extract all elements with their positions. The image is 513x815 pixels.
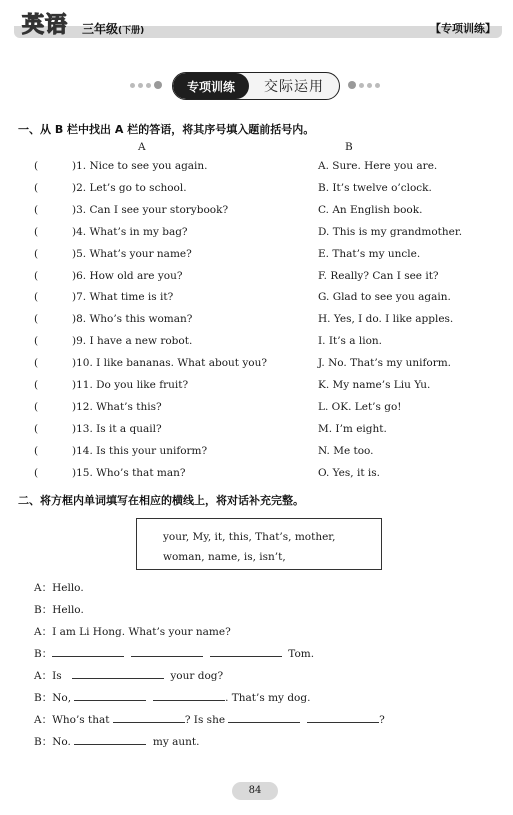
matching-row: [0, 357, 513, 377]
dot-icon: [348, 81, 356, 89]
matching-row: [0, 204, 513, 224]
matching-row: [0, 467, 513, 487]
dialogue-text: Is: [52, 670, 62, 682]
answer-bracket[interactable]: (: [34, 335, 39, 348]
answer-option: E. That’s my uncle.: [318, 247, 421, 260]
subject-title: 英语: [22, 13, 69, 38]
question-text: )1. Nice to see you again.: [72, 160, 208, 172]
answer-blank[interactable]: [113, 713, 185, 723]
banner-light-label: 交际运用: [264, 79, 324, 95]
matching-row: [0, 445, 513, 465]
answer-option: J. No. That’s my uniform.: [318, 357, 452, 370]
banner-pill: [172, 72, 340, 100]
answer-blank[interactable]: [153, 691, 225, 701]
answer-option: H. Yes, I do. I like apples.: [318, 313, 454, 326]
answer-blank[interactable]: [210, 647, 282, 657]
answer-option: L. OK. Let’s go!: [318, 400, 402, 413]
dialogue-text: No,: [52, 692, 72, 704]
question-text: )10. I like bananas. What about you?: [72, 357, 267, 370]
banner-dark-label: 专项训练: [173, 73, 249, 99]
page-header: [14, 8, 502, 38]
answer-bracket[interactable]: (: [34, 400, 39, 413]
question-text: )8. Who’s this woman?: [72, 313, 193, 326]
speaker-label: A：: [34, 626, 53, 638]
question-text: )11. Do you like fruit?: [72, 379, 189, 391]
dialogue-line: [34, 646, 314, 661]
speaker-label: B：: [34, 692, 53, 704]
answer-blank[interactable]: [52, 647, 124, 657]
answer-bracket[interactable]: (: [34, 357, 39, 370]
answer-option: B. It’s twelve o’clock.: [318, 181, 432, 194]
dot-icon: [375, 83, 380, 88]
answer-blank[interactable]: [228, 713, 300, 723]
matching-row: [0, 291, 513, 311]
section-banner: [130, 72, 380, 100]
dialogue-line: [34, 580, 84, 595]
grade-text: 三年级: [82, 22, 119, 36]
answer-option: A. Sure. Here you are.: [318, 160, 438, 172]
column-b-header: B: [345, 141, 353, 153]
answer-bracket[interactable]: (: [34, 466, 39, 479]
answer-bracket[interactable]: (: [34, 160, 39, 172]
dialogue-line: [34, 690, 310, 705]
answer-option: F. Really? Can I see it?: [318, 269, 439, 282]
answer-option: D. This is my grandmother.: [318, 225, 463, 238]
question-text: )13. Is it a quail?: [72, 422, 162, 435]
matching-row: [0, 248, 513, 268]
banner-dots-left: [130, 81, 162, 89]
page-number: 84: [232, 782, 278, 800]
speaker-label: B：: [34, 648, 53, 660]
section-tag: 【专项训练】: [430, 22, 496, 35]
dialogue-line: [34, 712, 385, 727]
answer-bracket[interactable]: (: [34, 313, 39, 326]
question-text: )6. How old are you?: [72, 269, 183, 282]
answer-bracket[interactable]: (: [34, 225, 39, 238]
dialogue-text: . That’s my dog.: [225, 692, 311, 704]
speaker-label: B：: [34, 604, 53, 616]
dialogue-text: I am Li Hong. What’s your name?: [52, 626, 231, 638]
dialogue-line: [34, 668, 223, 683]
answer-option: I. It’s a lion.: [318, 335, 382, 348]
dot-icon: [130, 83, 135, 88]
answer-bracket[interactable]: (: [34, 379, 39, 391]
dot-icon: [138, 83, 143, 88]
dialogue-text: Who’s that: [52, 714, 110, 726]
question-text: )9. I have a new robot.: [72, 335, 193, 348]
answer-bracket[interactable]: (: [34, 269, 39, 282]
answer-blank[interactable]: [131, 647, 203, 657]
answer-option: C. An English book.: [318, 203, 423, 216]
matching-row: [0, 226, 513, 246]
answer-blank[interactable]: [72, 669, 164, 679]
banner-dots-right: [348, 81, 380, 89]
answer-bracket[interactable]: (: [34, 203, 39, 216]
grade-label: [82, 20, 144, 37]
matching-row: [0, 270, 513, 290]
word-box-line: woman, name, is, isn’t,: [163, 551, 286, 563]
answer-blank[interactable]: [74, 735, 146, 745]
question-text: )4. What’s in my bag?: [72, 225, 188, 238]
dialogue-text: ?: [379, 714, 385, 726]
answer-bracket[interactable]: (: [34, 291, 39, 304]
question-text: )2. Let’s go to school.: [72, 181, 187, 194]
question-text: )14. Is this your uniform?: [72, 444, 208, 457]
answer-option: M. I’m eight.: [318, 422, 387, 435]
dialogue-text: ? Is she: [184, 714, 226, 726]
dot-icon: [154, 81, 162, 89]
question-text: )3. Can I see your storybook?: [72, 203, 229, 216]
column-a-header: A: [138, 141, 146, 153]
part1-title: 一、从 B 栏中找出 A 栏的答语，将其序号填入题前括号内。: [18, 123, 315, 136]
answer-bracket[interactable]: (: [34, 444, 39, 457]
question-text: )5. What’s your name?: [72, 247, 192, 260]
matching-row: [0, 335, 513, 355]
matching-row: [0, 182, 513, 202]
answer-option: N. Me too.: [318, 444, 374, 457]
word-box: [136, 518, 382, 570]
part2-title: 二、将方框内单词填写在相应的横线上，将对话补充完整。: [18, 494, 304, 507]
matching-row: [0, 160, 513, 180]
speaker-label: A：: [34, 670, 53, 682]
matching-row: [0, 423, 513, 443]
answer-blank[interactable]: [74, 691, 146, 701]
answer-option: K. My name’s Liu Yu.: [318, 379, 431, 391]
speaker-label: B：: [34, 736, 53, 748]
dialogue-text: No.: [52, 736, 71, 748]
answer-option: G. Glad to see you again.: [318, 291, 451, 304]
dot-icon: [367, 83, 372, 88]
dot-icon: [359, 83, 364, 88]
dialogue-line: [34, 734, 200, 749]
matching-row: [0, 313, 513, 333]
answer-blank[interactable]: [307, 713, 379, 723]
answer-bracket[interactable]: (: [34, 247, 39, 260]
dialogue-text: my aunt.: [152, 736, 200, 748]
answer-bracket[interactable]: (: [34, 422, 39, 435]
dialogue-text: Hello.: [52, 582, 84, 594]
question-text: )12. What’s this?: [72, 400, 162, 413]
question-text: )7. What time is it?: [72, 291, 174, 304]
dialogue-line: [34, 624, 231, 639]
dot-icon: [146, 83, 151, 88]
term-label: (下册): [118, 26, 145, 36]
speaker-label: A：: [34, 582, 53, 594]
dialogue-text: your dog?: [170, 670, 224, 682]
matching-row: [0, 401, 513, 421]
dialogue-text: Hello.: [52, 604, 84, 616]
speaker-label: A：: [34, 714, 53, 726]
word-box-line: your, My, it, this, That’s, mother,: [163, 531, 336, 543]
matching-row: [0, 379, 513, 399]
question-text: )15. Who’s that man?: [72, 466, 186, 479]
dialogue-line: [34, 602, 84, 617]
dialogue-text: Tom.: [288, 648, 315, 660]
answer-option: O. Yes, it is.: [318, 466, 380, 479]
answer-bracket[interactable]: (: [34, 181, 39, 194]
